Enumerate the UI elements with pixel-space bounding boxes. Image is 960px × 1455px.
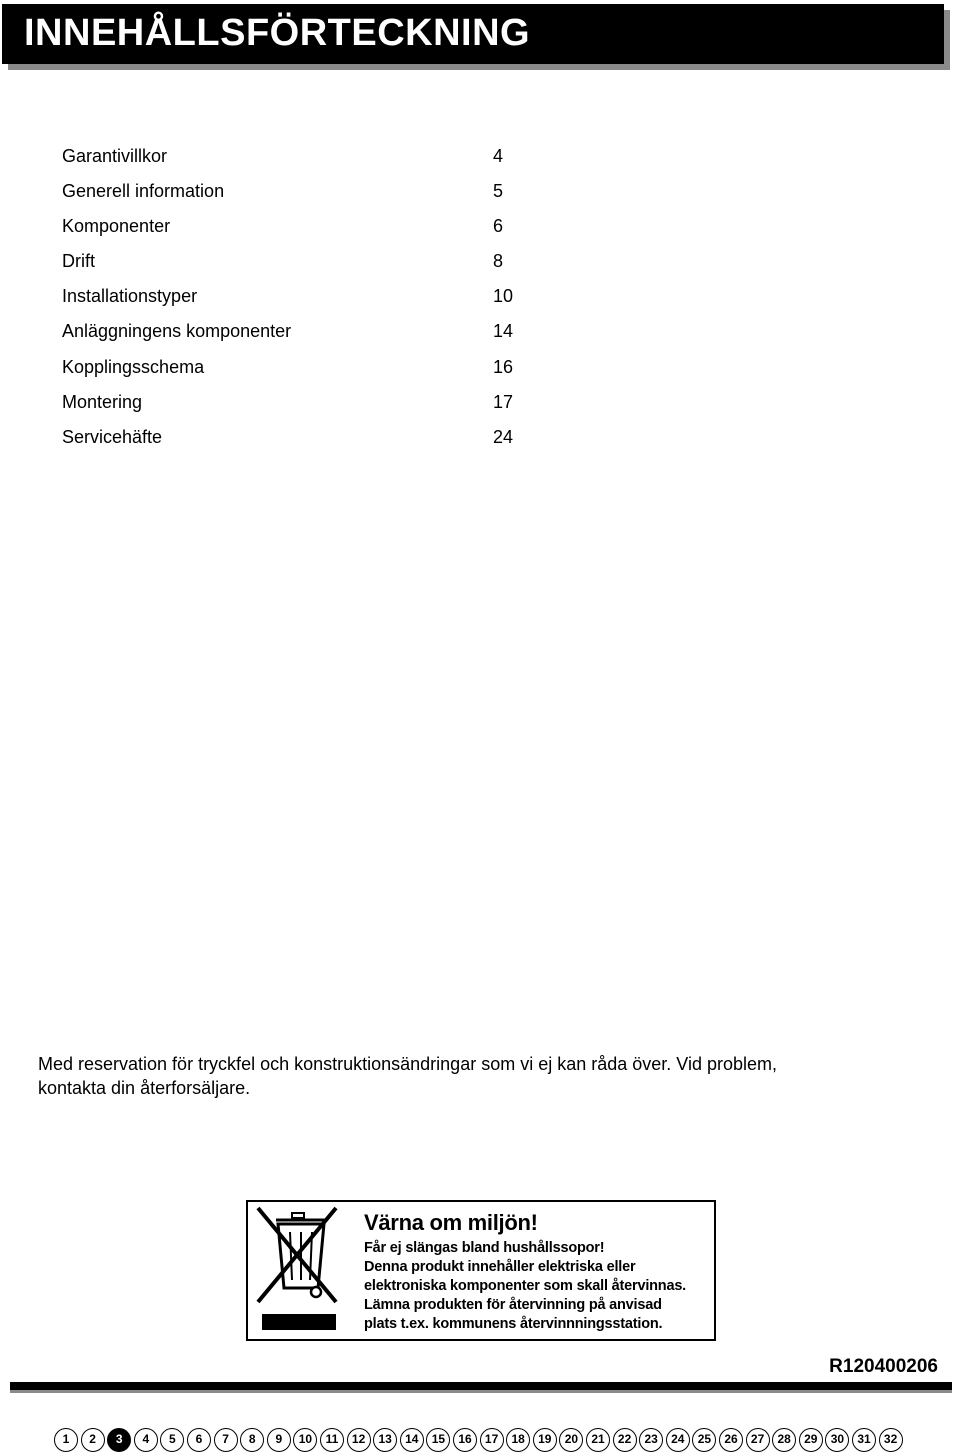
environment-line: Lämna produkten för återvinning på anvisad <box>364 1297 662 1313</box>
page-number-21[interactable]: 21 <box>586 1428 610 1452</box>
environment-line: Får ej slängas bland hushållssopor! <box>364 1240 605 1256</box>
page-number-14[interactable]: 14 <box>400 1428 424 1452</box>
page-number-27[interactable]: 27 <box>746 1428 770 1452</box>
page-number-4[interactable]: 4 <box>134 1428 158 1452</box>
toc-entry-komponenter[interactable] <box>62 213 532 248</box>
toc-entry-label: Montering <box>62 391 143 412</box>
page-number-18[interactable]: 18 <box>506 1428 530 1452</box>
page-number-17[interactable]: 17 <box>480 1428 504 1452</box>
disclaimer-notice <box>38 1052 918 1100</box>
page-number-7[interactable]: 7 <box>214 1428 238 1452</box>
toc-entry-page: 16 <box>493 356 514 377</box>
page-number-23[interactable]: 23 <box>639 1428 663 1452</box>
page-number-15[interactable]: 15 <box>426 1428 450 1452</box>
page-number-24[interactable]: 24 <box>666 1428 690 1452</box>
toc-entry-garantivillkor[interactable] <box>62 143 532 178</box>
toc-entry-label: Servicehäfte <box>62 426 163 447</box>
page-number-30[interactable]: 30 <box>825 1428 849 1452</box>
toc-entry-page: 17 <box>493 391 514 412</box>
disclaimer-line: kontakta din återforsäljare. <box>38 1078 251 1098</box>
page-number-31[interactable]: 31 <box>852 1428 876 1452</box>
toc-entry-servicehafte[interactable] <box>62 424 532 459</box>
page-navigation <box>54 1428 954 1454</box>
page-number-16[interactable]: 16 <box>453 1428 477 1452</box>
page-number-29[interactable]: 29 <box>799 1428 823 1452</box>
environment-line: Denna produkt innehåller elektriska eller <box>364 1259 636 1275</box>
toc-entry-installationstyper[interactable] <box>62 283 532 318</box>
page-number-3[interactable]: 3 <box>107 1428 131 1452</box>
toc-entry-label: Garantivillkor <box>62 146 168 166</box>
page-number-11[interactable]: 11 <box>320 1428 344 1452</box>
toc-entry-page: 4 <box>493 146 504 166</box>
page-number-10[interactable]: 10 <box>293 1428 317 1452</box>
page-number-28[interactable]: 28 <box>772 1428 796 1452</box>
page-number-5[interactable]: 5 <box>160 1428 184 1452</box>
page-number-13[interactable]: 13 <box>373 1428 397 1452</box>
page-number-9[interactable]: 9 <box>267 1428 291 1452</box>
page-number-1[interactable]: 1 <box>54 1428 78 1452</box>
toc-entry-label: Drift <box>62 251 95 272</box>
toc-entry-montering[interactable] <box>62 389 532 424</box>
page-number-2[interactable]: 2 <box>81 1428 105 1452</box>
toc-entry-anlaggningens-komponenter[interactable] <box>62 318 532 353</box>
toc-entry-label: Anläggningens komponenter <box>62 321 292 342</box>
environment-notice-box <box>246 1200 716 1341</box>
toc-entry-label: Komponenter <box>62 216 171 237</box>
toc-entry-label: Installationstyper <box>62 286 198 307</box>
toc-entry-page: 5 <box>493 181 504 202</box>
page-number-8[interactable]: 8 <box>240 1428 264 1452</box>
page-number-32[interactable]: 32 <box>879 1428 903 1452</box>
toc-entry-page: 14 <box>493 321 514 342</box>
page-number-20[interactable]: 20 <box>559 1428 583 1452</box>
environment-line: plats t.ex. kommunens återvinnningsstation. <box>364 1316 663 1332</box>
document-code: R120400206 <box>829 1356 938 1377</box>
toc-entry-drift[interactable] <box>62 248 532 283</box>
table-of-contents <box>62 143 532 459</box>
page-title: INNEHÅLLSFÖRTECKNING <box>24 12 531 54</box>
page-number-12[interactable]: 12 <box>347 1428 371 1452</box>
page-number-25[interactable]: 25 <box>692 1428 716 1452</box>
toc-entry-kopplingsschema[interactable] <box>62 354 532 389</box>
toc-entry-page: 8 <box>493 251 504 272</box>
toc-entry-page: 6 <box>493 216 504 237</box>
toc-entry-page: 10 <box>493 286 514 307</box>
page-number-26[interactable]: 26 <box>719 1428 743 1452</box>
toc-entry-label: Kopplingsschema <box>62 356 205 377</box>
crossed-out-wheelie-bin-icon <box>254 1206 340 1334</box>
footer-divider <box>10 1382 952 1390</box>
toc-entry-generell-information[interactable] <box>62 178 532 213</box>
toc-entry-label: Generell information <box>62 181 225 202</box>
page-number-6[interactable]: 6 <box>187 1428 211 1452</box>
page-number-19[interactable]: 19 <box>533 1428 557 1452</box>
page-number-22[interactable]: 22 <box>613 1428 637 1452</box>
environment-line: elektroniska komponenter som skall återvinnas. <box>364 1278 687 1294</box>
disclaimer-line: Med reservation för tryckfel och konstruktionsändringar som vi ej kan råda över. Vid problem, <box>38 1054 778 1074</box>
title-bar <box>2 4 944 64</box>
toc-entry-page: 24 <box>493 426 514 447</box>
environment-heading: Värna om miljön! <box>364 1210 538 1235</box>
